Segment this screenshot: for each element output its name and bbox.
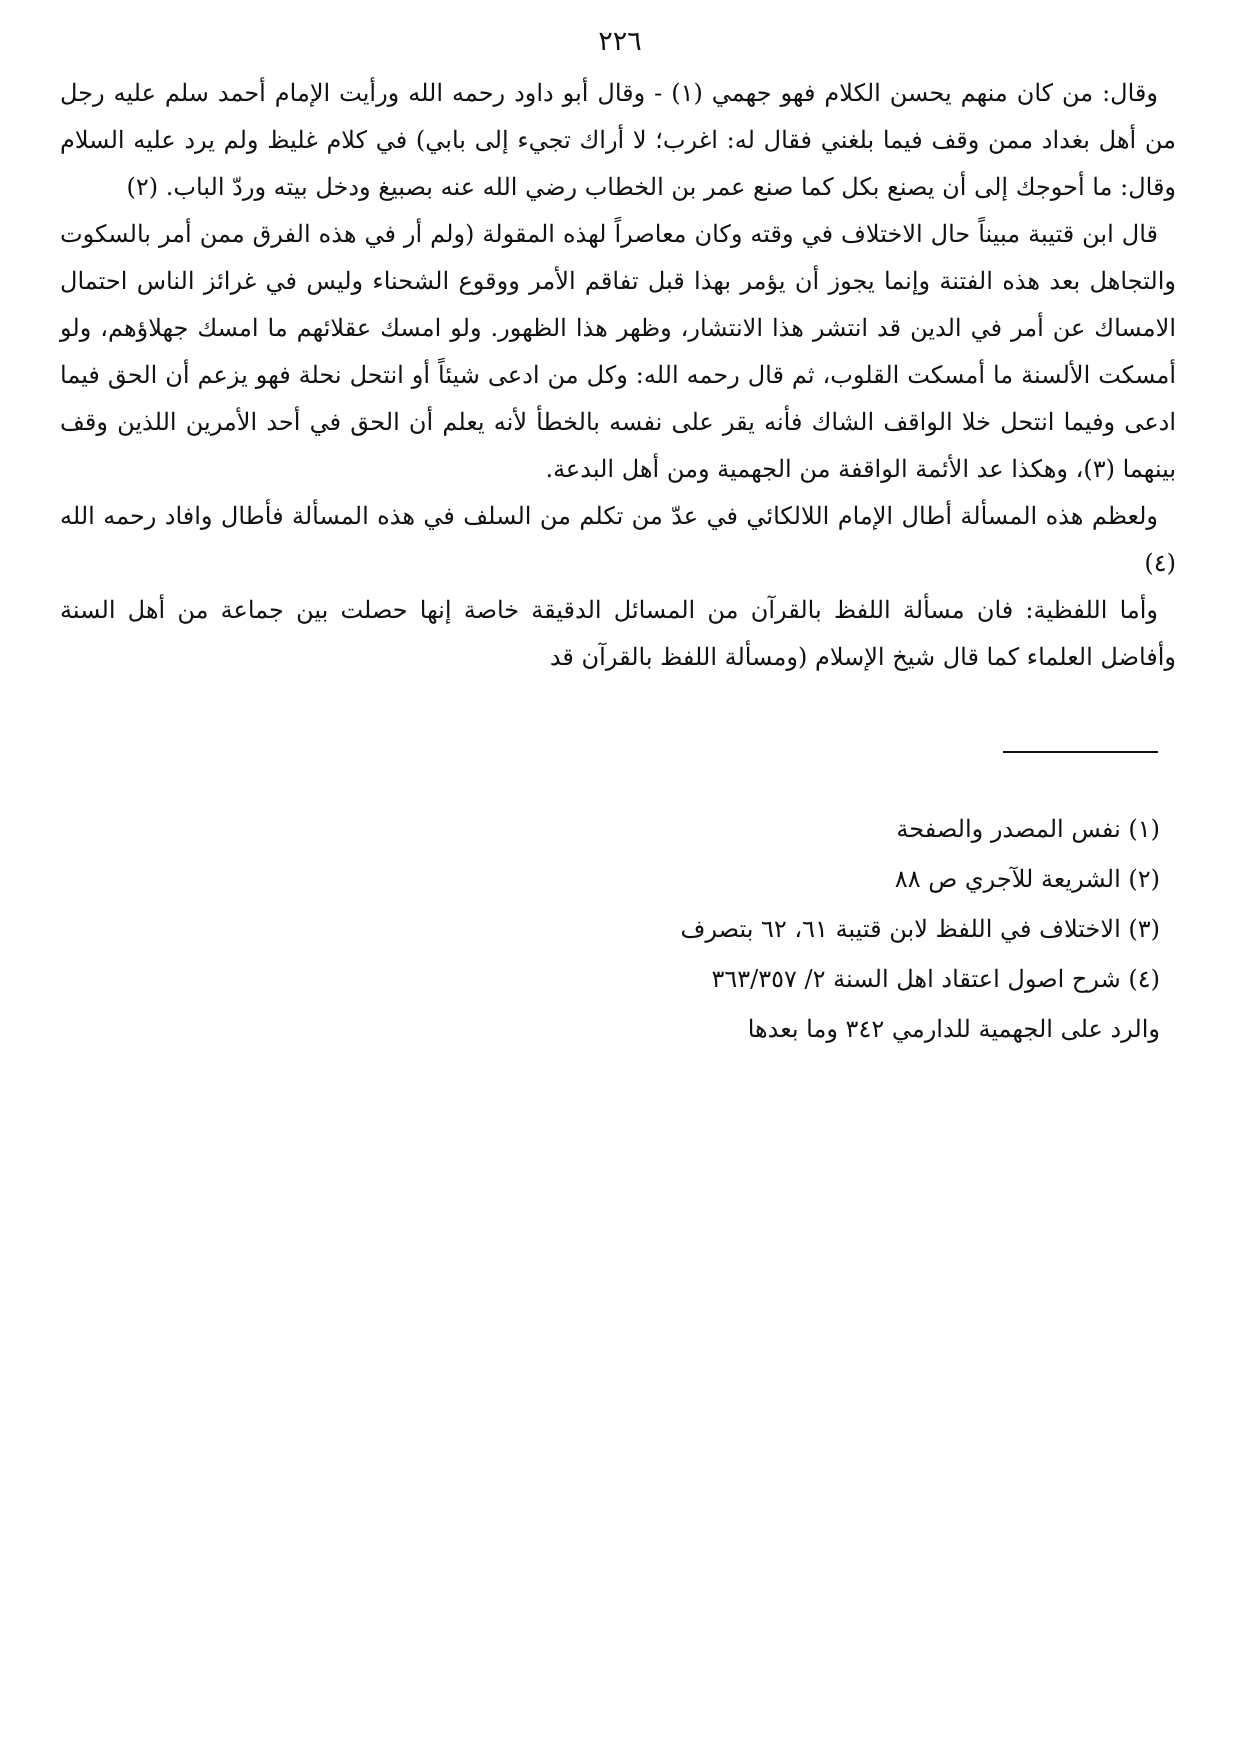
- paragraph: ولعظم هذه المسألة أطال الإمام اللالكائي في عدّ من تكلم من السلف في هذه المسألة فأطال وافاد رحمه الله (٤): [60, 502, 1176, 577]
- footnote-separator: [1003, 751, 1158, 753]
- footnote: (٣) الاختلاف في اللفظ لابن قتيبة ٦١، ٦٢ بتصرف: [680, 915, 1160, 943]
- footnote: (٤) شرح اصول اعتقاد اهل السنة ٢/ ٣٦٣/٣٥٧: [711, 965, 1160, 993]
- page-number: ٢٢٦: [598, 26, 642, 57]
- main-text: [60, 70, 1176, 681]
- footnote: (٢) الشريعة للآجري ص ٨٨: [894, 865, 1160, 893]
- footnote: (١) نفس المصدر والصفحة: [896, 815, 1160, 843]
- footnote: والرد على الجهمية للدارمي ٣٤٢ وما بعدها: [747, 1015, 1160, 1043]
- footnotes: [520, 804, 1160, 1054]
- paragraph: وقال: من كان منهم يحسن الكلام فهو جهمي (١) - وقال أبو داود رحمه الله ورأيت الإمام أحمد سلم عليه رجل من أهل بغداد ممن وقف فيما بلغني فقال له: اغرب؛ لا أراك تجيء إلى بابي) في كلام غليظ ولم يرد عليه السلام وقال: ما أحوجك إلى أن يصنع بكل كما صنع عمر بن الخطاب رضي الله عنه بصبيغ ودخل بيته وردّ الباب. (٢): [60, 79, 1176, 201]
- paragraph: قال ابن قتيبة مبيناً حال الاختلاف في وقته وكان معاصراً لهذه المقولة (ولم أر في هذه الفرق ممن أمر بالسكوت والتجاهل بعد هذه الفتنة وإنما يجوز أن يؤمر بهذا قبل تفاقم الأمر ووقوع الشحناء وليس في غرائز الناس احتمال الامساك عن أمر في الدين قد انتشر هذا الانتشار، وظهر هذا الظهور. ولو امسك عقلائهم ما امسك جهلاؤهم، ولو أمسكت الألسنة ما أمسكت القلوب، ثم قال رحمه الله: وكل من ادعى شيئاً أو انتحل نحلة فهو يزعم أن الحق فيما ادعى وفيما انتحل خلا الواقف الشاك فأنه يقر على نفسه بالخطأ لأنه يعلم أن الحق في أحد الأمرين اللذين وقف بينهما (٣)، وهكذا عد الأئمة الواقفة من الجهمية ومن أهل البدعة.: [60, 220, 1176, 483]
- paragraph: وأما اللفظية: فان مسألة اللفظ بالقرآن من المسائل الدقيقة خاصة إنها حصلت بين جماعة من أهل السنة وأفاضل العلماء كما قال شيخ الإسلام (ومسألة اللفظ بالقرآن قد: [60, 596, 1176, 671]
